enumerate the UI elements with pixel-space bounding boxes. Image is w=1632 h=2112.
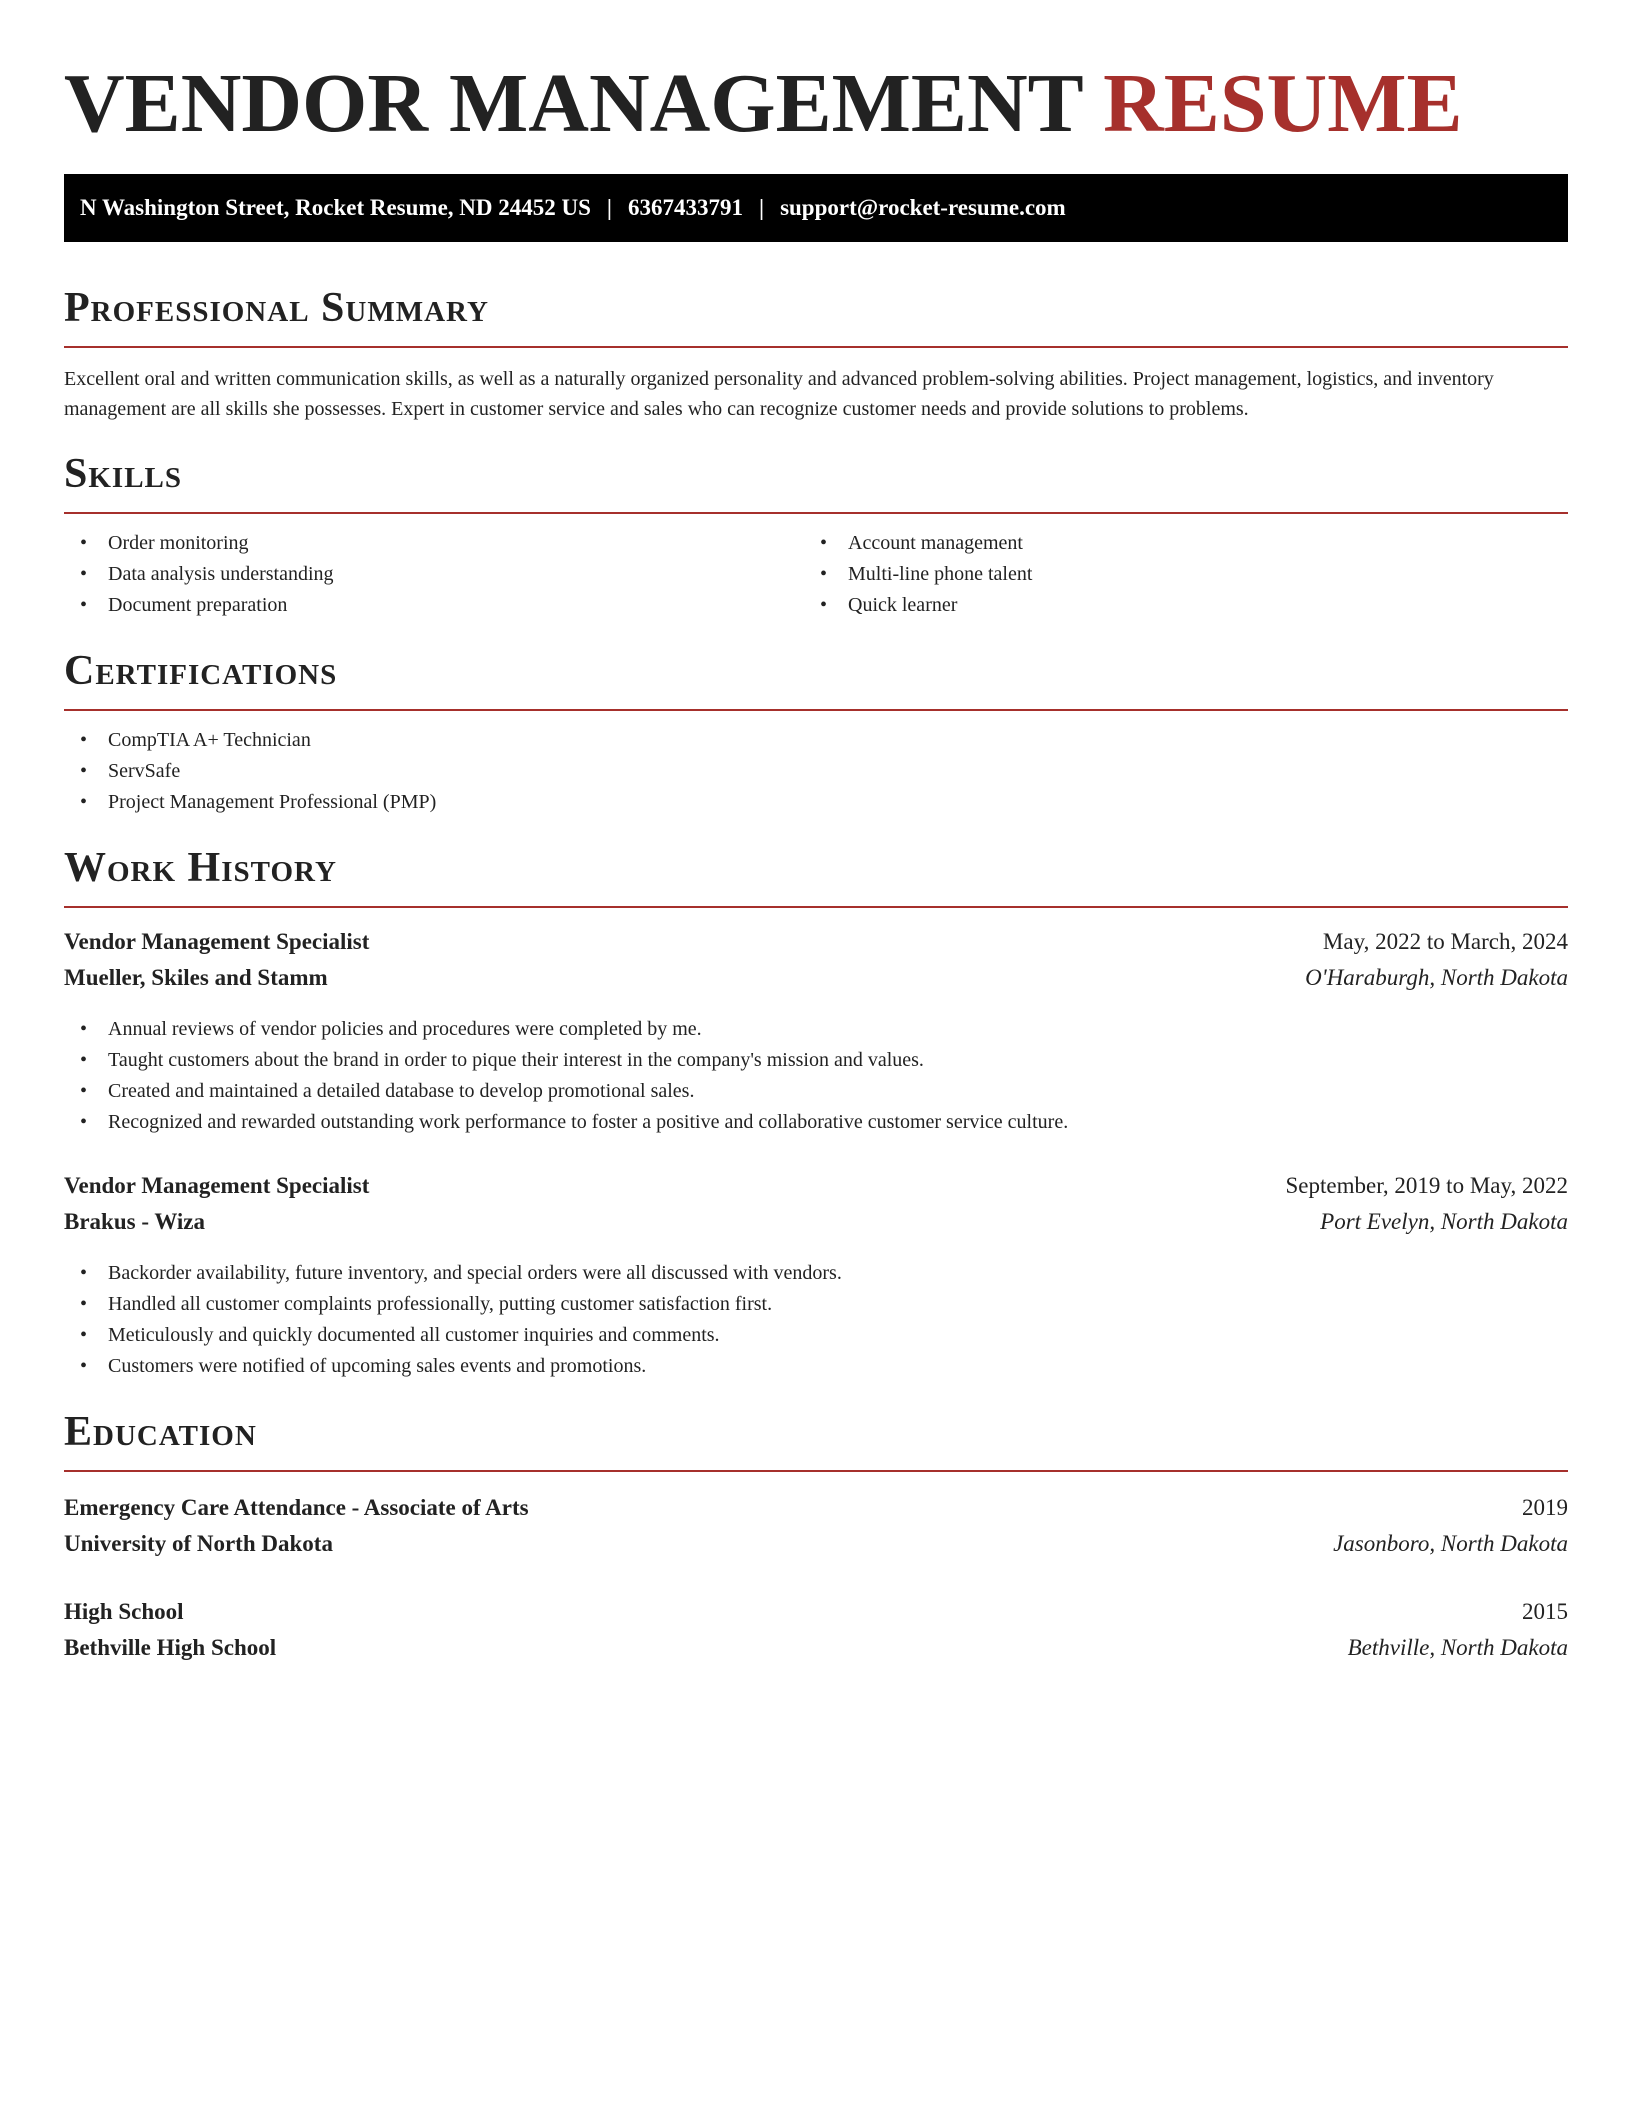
- education-school-row: [64, 1526, 1568, 1562]
- education-section: [64, 1408, 1568, 1666]
- education-year: 2019: [1522, 1495, 1568, 1520]
- job-entry: [64, 924, 1568, 1138]
- job-company-row: [64, 1204, 1568, 1240]
- resume-title: [64, 0, 1568, 150]
- skill-item: • Order monitoring: [64, 528, 804, 559]
- contact-address: N Washington Street, Rocket Resume, ND 24452 US: [80, 195, 591, 220]
- section-heading-education: Education: [64, 1409, 257, 1455]
- job-header-row: [64, 1168, 1568, 1204]
- skill-item: • Account management: [804, 528, 1544, 559]
- education-entry: [64, 1490, 1568, 1562]
- job-bullet: • Handled all customer complaints professionally, putting customer satisfaction first.: [64, 1289, 1568, 1320]
- job-location: O'Haraburgh, North Dakota: [1305, 965, 1568, 990]
- section-heading-skills: Skills: [64, 451, 183, 497]
- section-divider: [64, 709, 1568, 711]
- skills-section: [64, 450, 1568, 621]
- job-bullet: • Annual reviews of vendor policies and procedures were completed by me.: [64, 1014, 1568, 1045]
- job-header-row: [64, 924, 1568, 960]
- job-bullet: • Meticulously and quickly documented all customer inquiries and comments.: [64, 1320, 1568, 1351]
- contact-separator: |: [606, 195, 612, 220]
- summary-text: Excellent oral and written communication skills, as well as a naturally organized personality and advanced problem-solving abilities. Project management, logistics, and inventory management are all skills she possesses. Expert in customer service and sales who can recognize customer needs and provide solutions to problems.: [64, 368, 1494, 420]
- education-school-row: [64, 1630, 1568, 1666]
- job-bullet: • Taught customers about the brand in order to pique their interest in the company's mission and values.: [64, 1045, 1568, 1076]
- certification-item: • Project Management Professional (PMP): [64, 787, 1568, 818]
- title-accent: RESUME: [1103, 57, 1463, 150]
- skills-list-right: [804, 528, 1544, 621]
- skill-item: • Multi-line phone talent: [804, 559, 1544, 590]
- job-bullet: • Recognized and rewarded outstanding work performance to foster a positive and collaborative customer service culture.: [64, 1107, 1568, 1138]
- education-degree-row: [64, 1490, 1568, 1526]
- contact-phone: 6367433791: [627, 195, 743, 220]
- certifications-section: [64, 647, 1568, 818]
- section-heading-work: Work History: [64, 845, 337, 891]
- skill-item: • Quick learner: [804, 590, 1544, 621]
- job-bullet: • Customers were notified of upcoming sales events and promotions.: [64, 1351, 1568, 1382]
- job-title: Vendor Management Specialist: [64, 1173, 370, 1198]
- skills-list-left: [64, 528, 804, 621]
- job-bullet: • Backorder availability, future inventory, and special orders were all discussed with vendors.: [64, 1258, 1568, 1289]
- education-degree: High School: [64, 1599, 184, 1624]
- job-bullet: • Created and maintained a detailed database to develop promotional sales.: [64, 1076, 1568, 1107]
- section-divider: [64, 906, 1568, 908]
- job-company: Mueller, Skiles and Stamm: [64, 965, 328, 990]
- contact-email: support@rocket-resume.com: [780, 195, 1066, 220]
- section-divider: [64, 1470, 1568, 1472]
- skill-item: • Data analysis understanding: [64, 559, 804, 590]
- section-heading-summary: Professional Summary: [64, 285, 489, 331]
- job-dates: September, 2019 to May, 2022: [1285, 1173, 1568, 1198]
- summary-section: [64, 284, 1568, 424]
- education-degree: Emergency Care Attendance - Associate of Arts: [64, 1495, 529, 1520]
- section-heading-certifications: Certifications: [64, 648, 338, 694]
- job-entry: [64, 1168, 1568, 1382]
- certification-item: • CompTIA A+ Technician: [64, 725, 1568, 756]
- education-school: University of North Dakota: [64, 1531, 333, 1556]
- education-location: Bethville, North Dakota: [1347, 1635, 1568, 1660]
- education-school: Bethville High School: [64, 1635, 277, 1660]
- work-history-section: [64, 844, 1568, 1382]
- certification-item: • ServSafe: [64, 756, 1568, 787]
- contact-bar: [64, 174, 1568, 242]
- job-dates: May, 2022 to March, 2024: [1322, 929, 1568, 954]
- resume-page: [64, 0, 1568, 1666]
- skills-grid: [64, 514, 1568, 621]
- title-main: VENDOR MANAGEMENT: [64, 57, 1083, 150]
- job-title: Vendor Management Specialist: [64, 929, 370, 954]
- skill-item: • Document preparation: [64, 590, 804, 621]
- education-location: Jasonboro, North Dakota: [1333, 1531, 1568, 1556]
- contact-separator: |: [758, 195, 765, 220]
- education-degree-row: [64, 1594, 1568, 1630]
- job-location: Port Evelyn, North Dakota: [1320, 1209, 1568, 1234]
- section-divider: [64, 346, 1568, 348]
- job-bullets: [64, 1258, 1568, 1382]
- job-company: Brakus - Wiza: [64, 1209, 206, 1234]
- job-company-row: [64, 960, 1568, 996]
- education-entry: [64, 1594, 1568, 1666]
- job-bullets: [64, 1014, 1568, 1138]
- education-year: 2015: [1522, 1599, 1568, 1624]
- certifications-list: [64, 725, 1568, 818]
